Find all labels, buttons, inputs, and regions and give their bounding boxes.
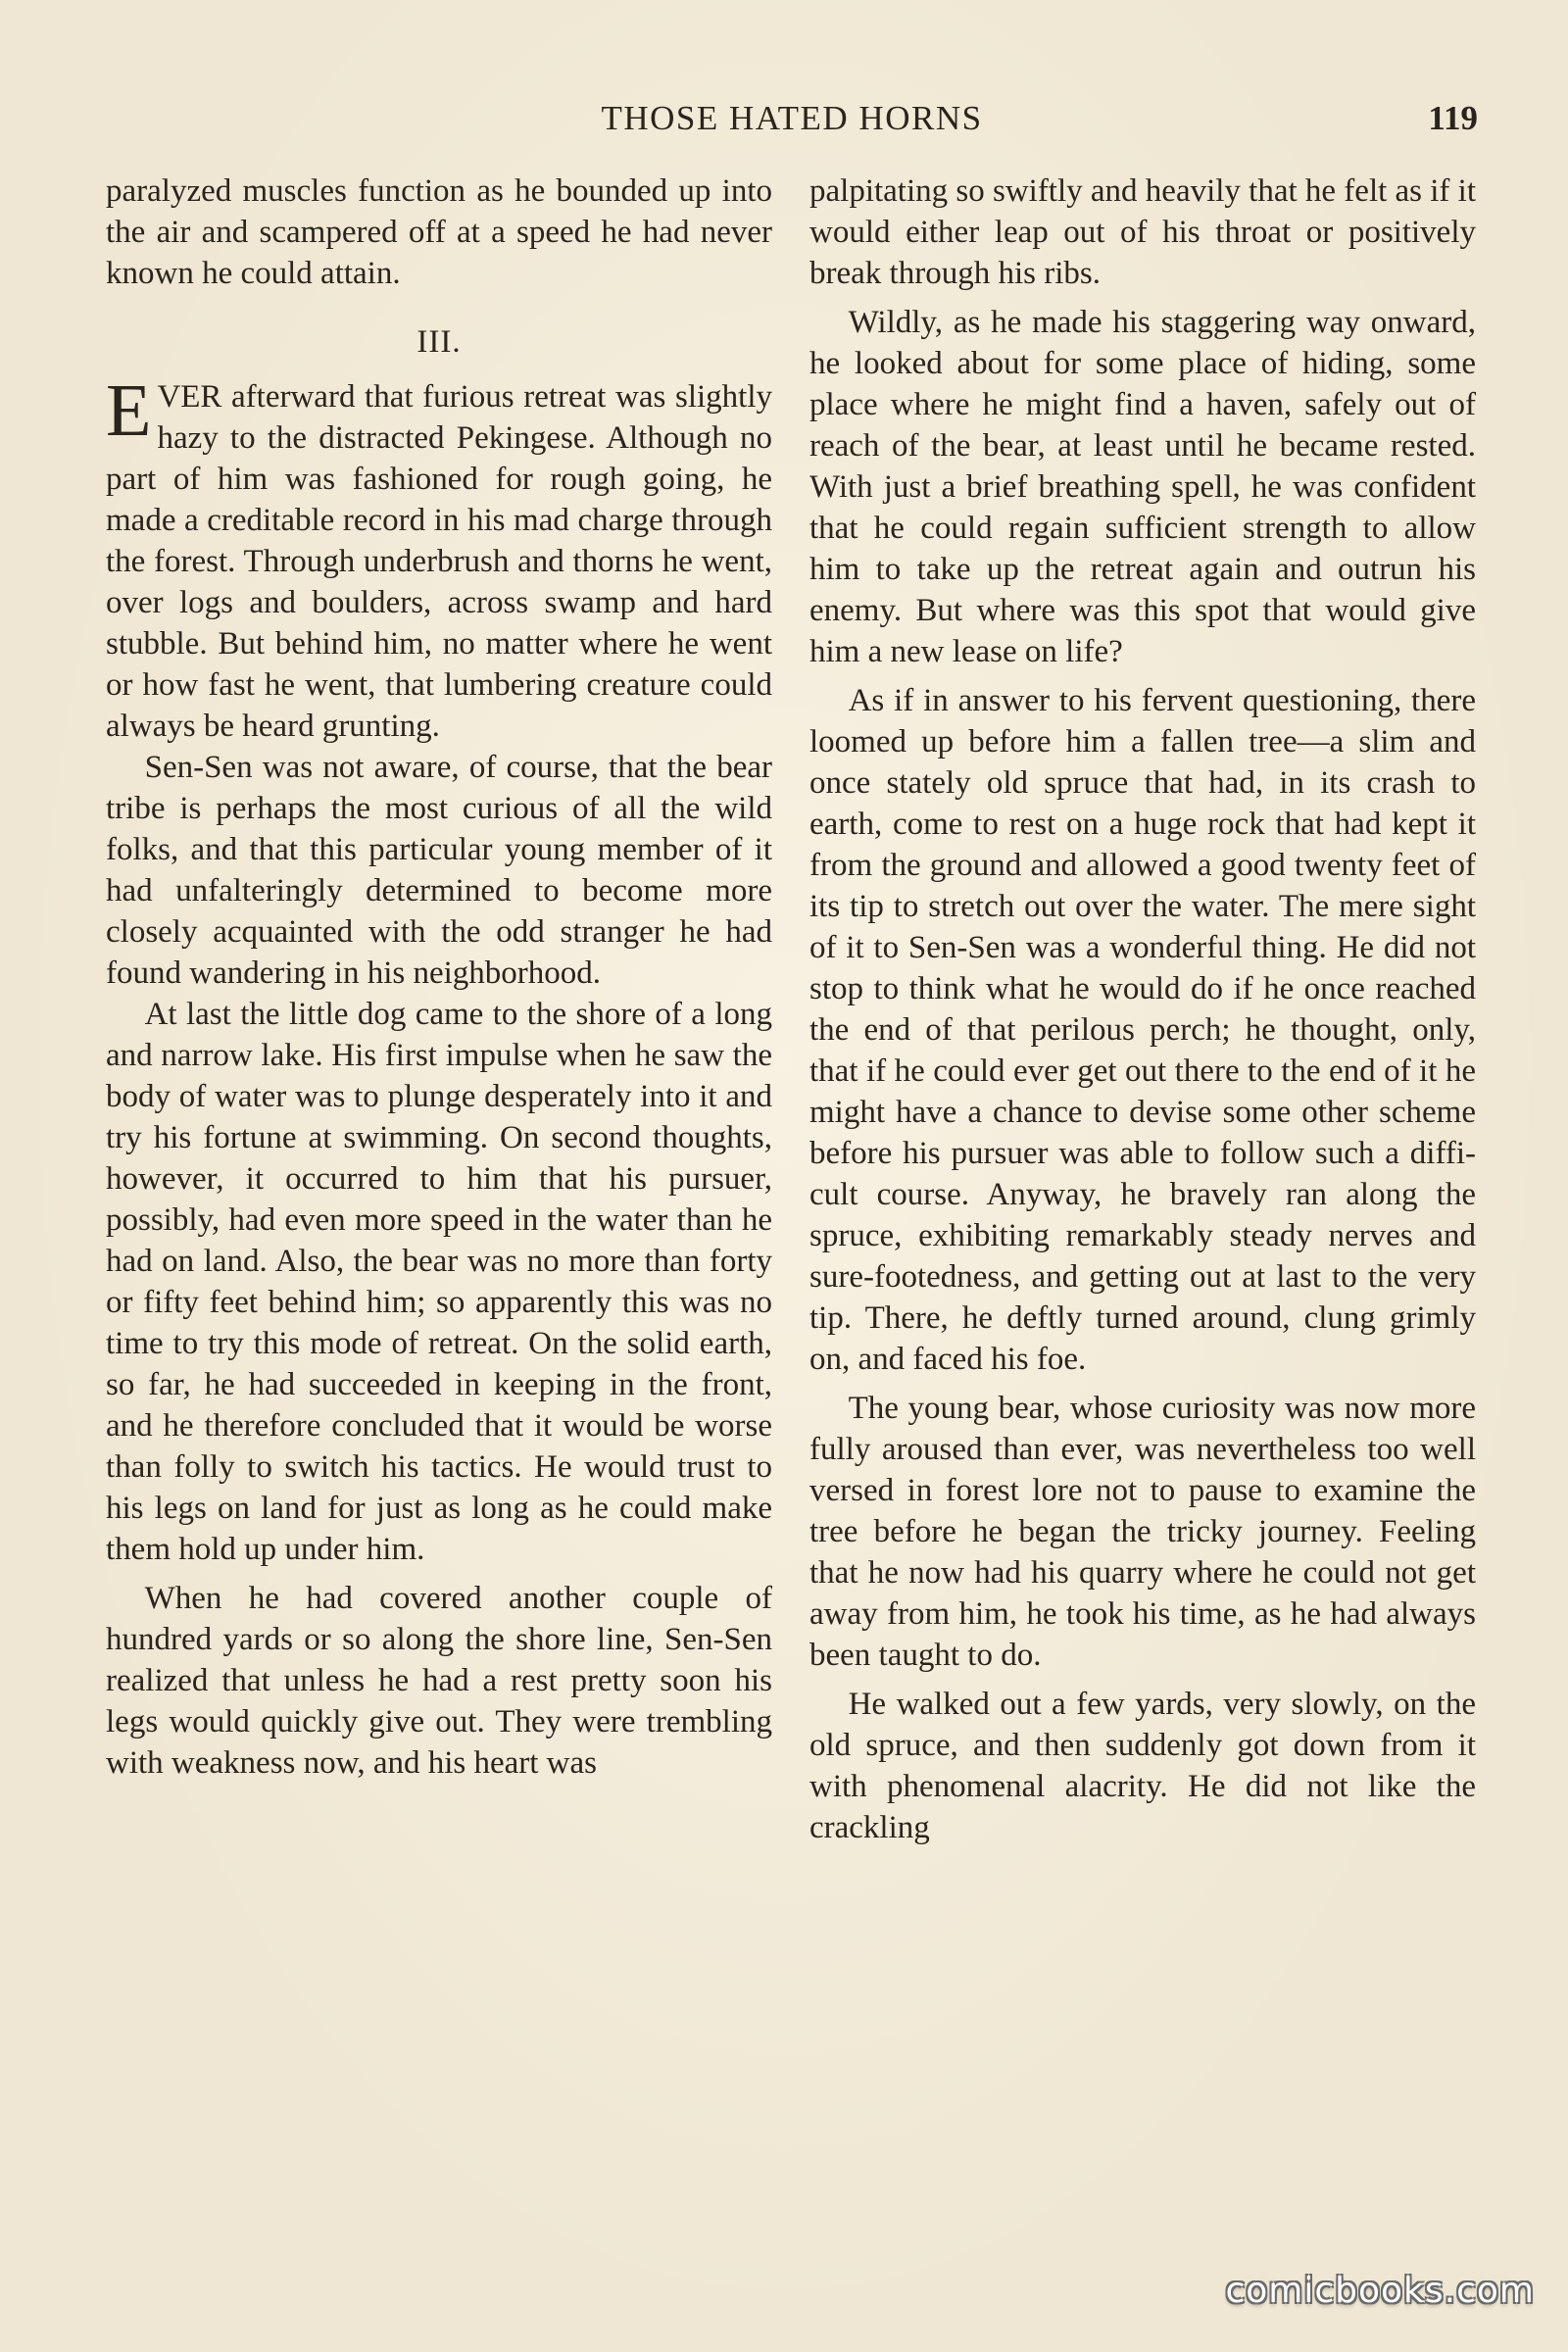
drop-cap: E xyxy=(106,369,152,452)
running-head xyxy=(106,94,1478,143)
paragraph: At last the little dog came to the shore of a long and narrow lake. His first impulse when he saw the body of water was to plunge desperately into it and try his fortune at swimming. On second thoughts, however, it occurred to him that his pursuer, possibly, had even more speed in the water than he had on land. Also, the bear was no more than forty or fifty feet behind him; so apparently this was no time to try this mode of retreat. On the solid earth, so far, he had succeeded in keeping in the front, and he therefore concluded that it would be worse than folly to switch his tactics. He would trust to his legs on land for just as long as he could make them hold up under him. xyxy=(106,997,772,1567)
right-column xyxy=(809,171,1476,1848)
paragraph: As if in answer to his fervent questioning, there loomed up before him a fallen tree—a slim and once stately old spruce that had, in its crash to earth, come to rest on a huge rock that had kept it from the ground and allowed a good twenty feet of its tip to stretch out over the water. The mere sight of it to Sen-Sen was a wonderful thing. He did not stop to think what he would do if he once reached the end of that perilous perch; he thought, only, that if he could ever get out there to the end of it he might have a chance to devise some other scheme before his pursuer was able to follow such a difficult course. Anyway, he bravely ran along the spruce, exhibiting remarkably steady nerves and sure-footedness, and getting out at last to the very tip. There, he deftly turned around, clung grimly on, and faced his foe. xyxy=(809,683,1476,1377)
page-title: THOSE HATED HORNS xyxy=(601,99,983,137)
paragraph: palpitating so swiftly and heavily that he felt as if it would either leap out of his throat or positively break through his ribs. xyxy=(809,173,1477,291)
paragraph-with-drop-cap xyxy=(106,369,772,747)
paragraph: He walked out a few yards, very slowly, on the old spruce, and then suddenly got down from it with phenomenal alacrity. He did not like the crackling xyxy=(809,1687,1476,1845)
page-number: 119 xyxy=(1428,99,1478,137)
watermark: comicbooks.com xyxy=(1225,2271,1535,2311)
section-heading: III. xyxy=(416,324,462,360)
paragraph: paralyzed muscles function as he bounded up into the air and scampered off at a speed he had never known he could attain. xyxy=(106,173,772,291)
paragraph: Wildly, as he made his staggering way onward, he looked about for some place of hiding, some place where he might find a haven, safely out of reach of the bear, at least until he became rested. With just a brief breathing spell, he was confident that he could regain sufficient strength to allow him to take up the retreat again and outrun his enemy. But where was this spot that would give him a new lease on life? xyxy=(809,305,1476,669)
paragraph: Sen-Sen was not aware, of course, that the bear tribe is perhaps the most curious of all the wild folks, and that this particular young member of it had unfalteringly determined to become more closely acquainted with the odd stranger he had found wandering in his neighborhood. xyxy=(106,750,772,991)
left-column xyxy=(106,171,772,1784)
paragraph: When he had covered another couple of hundred yards or so along the shore line, Sen-Sen realized that unless he had a rest pretty soon his legs would quickly give out. They were trembling with weakness now, and his heart was xyxy=(106,1581,772,1781)
paragraph: The young bear, whose curiosity was now more fully aroused than ever, was nevertheless too well versed in forest lore not to pause to examine the tree before he began the tricky journey. Feeling that he now had his quarry where he could not get away from him, he took his time, as he had always been taught to do. xyxy=(809,1391,1476,1673)
paragraph-text: VER afterward that furious retreat was slightly hazy to the distracted Pekingese. Although no part of him was fashioned for rough going, he made a creditable record in his mad charge through the forest. Through underbrush and thorns he went, over logs and boulders, across swamp and hard stubble. But behind him, no matter where he went or how fast he went, that lumbering creature could always be heard grunting. xyxy=(106,379,772,744)
